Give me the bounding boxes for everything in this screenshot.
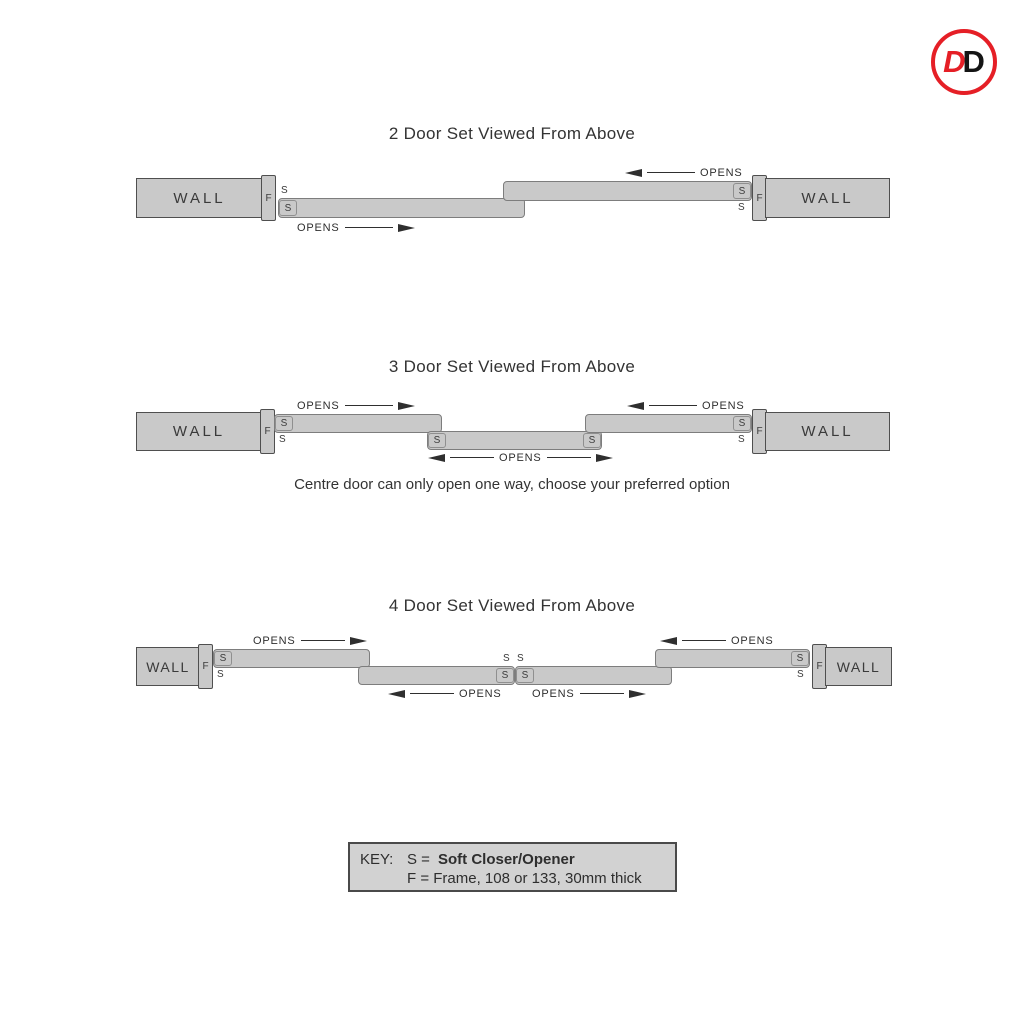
two-door-left-door	[278, 198, 525, 218]
three-door-frame-left: F	[260, 409, 275, 454]
opens-label: OPENS	[700, 166, 743, 179]
three-door-opens-arrow-left	[297, 399, 415, 412]
four-door-frame-left: F	[198, 644, 213, 689]
arrowhead-left-icon	[388, 690, 405, 698]
arrowhead-left-icon	[625, 169, 642, 177]
three-door-opens-arrow-right	[627, 399, 745, 412]
soft-closer-label: S	[517, 653, 524, 664]
three-door-opens-arrow-centre	[428, 451, 613, 464]
opens-label: OPENS	[702, 399, 745, 412]
four-door-centre-left-door	[358, 666, 515, 685]
soft-closer-label: S	[503, 653, 510, 664]
two-door-opens-arrow-right	[625, 166, 743, 179]
soft-closer-label: S	[217, 669, 224, 680]
soft-closer-badge: S	[279, 200, 297, 216]
four-door-title: 4 Door Set Viewed From Above	[388, 596, 636, 615]
arrow-line	[647, 172, 695, 173]
arrow-line	[682, 640, 726, 641]
soft-closer-label: S	[738, 434, 745, 445]
logo-letter-black: D	[962, 44, 985, 79]
key-box	[348, 842, 677, 892]
soft-closer-label: S	[738, 202, 745, 213]
four-door-wall-right: WALL	[825, 647, 892, 686]
four-door-opens-arrow-outer-left	[253, 634, 367, 647]
three-door-right-door	[585, 414, 752, 433]
four-door-outer-right-door	[655, 649, 810, 668]
opens-label: OPENS	[297, 399, 340, 412]
four-door-outer-left-door	[213, 649, 370, 668]
two-door-frame-right: F	[752, 175, 767, 221]
arrowhead-right-icon	[398, 402, 415, 410]
arrowhead-left-icon	[627, 402, 644, 410]
two-door-title: 2 Door Set Viewed From Above	[388, 124, 636, 143]
soft-closer-badge: S	[583, 433, 601, 448]
arrow-line	[345, 405, 393, 406]
opens-label: OPENS	[253, 634, 296, 647]
four-door-centre-right-door	[515, 666, 672, 685]
arrow-line	[547, 457, 591, 458]
arrow-line	[649, 405, 697, 406]
two-door-opens-arrow-left	[297, 221, 415, 234]
arrowhead-left-icon	[660, 637, 677, 645]
arrow-line	[345, 227, 393, 228]
arrow-line	[580, 693, 624, 694]
soft-closer-badge: S	[733, 183, 751, 199]
logo-letter-red: D	[943, 44, 963, 79]
soft-closer-badge: S	[791, 651, 809, 666]
key-heading: KEY:	[360, 851, 394, 868]
two-door-wall-left: WALL	[136, 178, 263, 218]
four-door-opens-arrow-centre-left	[388, 687, 502, 700]
soft-closer-label: S	[797, 669, 804, 680]
arrowhead-left-icon	[428, 454, 445, 462]
soft-closer-badge: S	[516, 668, 534, 683]
three-door-title: 3 Door Set Viewed From Above	[388, 357, 636, 376]
soft-closer-badge: S	[275, 416, 293, 431]
soft-closer-label: S	[281, 185, 288, 196]
three-door-centre-door	[427, 431, 602, 450]
four-door-frame-right: F	[812, 644, 827, 689]
two-door-right-door	[503, 181, 752, 201]
key-f-line: F = Frame, 108 or 133, 30mm thick	[407, 870, 642, 887]
three-door-left-door	[274, 414, 442, 433]
arrowhead-right-icon	[596, 454, 613, 462]
three-door-wall-right: WALL	[765, 412, 890, 451]
three-door-frame-right: F	[752, 409, 767, 454]
two-door-frame-left: F	[261, 175, 276, 221]
soft-closer-badge: S	[733, 416, 751, 431]
arrow-line	[450, 457, 494, 458]
opens-label: OPENS	[499, 451, 542, 464]
arrowhead-right-icon	[350, 637, 367, 645]
four-door-opens-arrow-centre-right	[532, 687, 646, 700]
arrowhead-right-icon	[629, 690, 646, 698]
three-door-wall-left: WALL	[136, 412, 262, 451]
arrow-line	[410, 693, 454, 694]
soft-closer-badge: S	[428, 433, 446, 448]
key-s-prefix: S =	[407, 851, 430, 868]
key-s-value: Soft Closer/Opener	[438, 851, 575, 868]
opens-label: OPENS	[532, 687, 575, 700]
dd-logo	[931, 29, 997, 95]
opens-label: OPENS	[731, 634, 774, 647]
opens-label: OPENS	[459, 687, 502, 700]
three-door-caption: Centre door can only open one way, choose your preferred option	[294, 476, 730, 493]
soft-closer-badge: S	[214, 651, 232, 666]
arrow-line	[301, 640, 345, 641]
soft-closer-label: S	[279, 434, 286, 445]
arrowhead-right-icon	[398, 224, 415, 232]
two-door-wall-right: WALL	[765, 178, 890, 218]
four-door-opens-arrow-outer-right	[660, 634, 774, 647]
four-door-wall-left: WALL	[136, 647, 200, 686]
opens-label: OPENS	[297, 221, 340, 234]
soft-closer-badge: S	[496, 668, 514, 683]
